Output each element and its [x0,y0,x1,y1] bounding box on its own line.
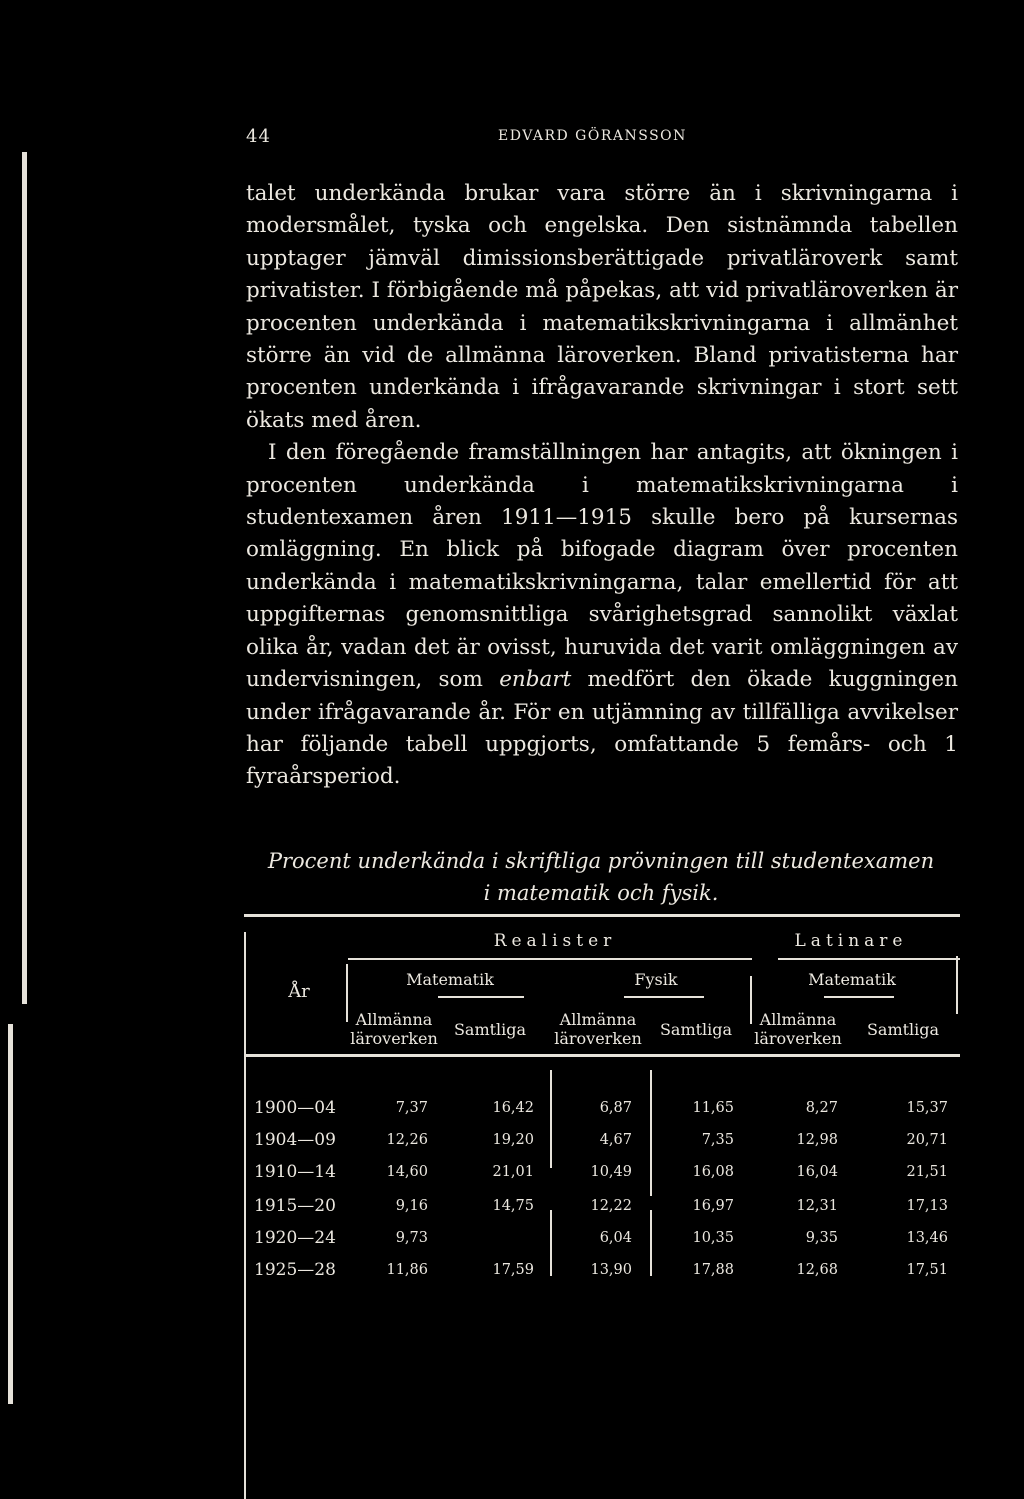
emphasis-enbart: enbart [499,667,572,693]
row-value: 20,71 [906,1132,948,1148]
table-left-border [244,932,246,1499]
row-value: 11,86 [386,1262,428,1278]
subheader-matematik: Matematik [406,970,494,989]
body-vsep-fysik-lower [550,1210,552,1276]
subheader-rule-2 [624,996,704,998]
col-header-samtliga-1: Samtliga [453,1020,527,1039]
row-value: 17,59 [492,1262,534,1278]
row-value: 14,75 [492,1198,534,1214]
row-year: 1915—20 [254,1196,336,1216]
row-value: 10,35 [692,1230,734,1246]
row-value: 9,73 [395,1230,428,1246]
paragraph-2-part-a: I den föregående framställningen har antagits, att ökningen i procenten underkända i matematikskrivningarna i studentexamen åren 1911—1915 skulle bero på kursernas omläggning. En blick på bifogade diagram över procenten underkända i matematikskrivningarna, talar emellertid för att uppgifternas genomsnittliga svårighetsgrad sannolikt växlat olika år, vadan det är ovisst, huruvida det varit omläggningen av undervisningen, som [246,440,958,693]
row-value: 17,13 [906,1198,948,1214]
row-value: 12,22 [590,1198,632,1214]
row-value: 16,08 [692,1164,734,1180]
col-header-allmanna-1-line1: Allmänna [355,1010,433,1029]
row-value: 13,90 [590,1262,632,1278]
body-vsep-latin-lower [650,1210,652,1276]
row-value: 6,04 [599,1230,632,1246]
subheader-matematik-latin: Matematik [808,970,896,989]
row-value: 10,49 [590,1164,632,1180]
row-value: 7,37 [395,1100,428,1116]
row-value: 17,88 [692,1262,734,1278]
row-value: 21,01 [492,1164,534,1180]
col-header-allmanna-3 [748,1010,848,1048]
row-value: 12,98 [796,1132,838,1148]
row-value: 13,46 [906,1230,948,1246]
row-value: 9,35 [805,1230,838,1246]
data-table [244,914,962,1499]
row-value: 12,68 [796,1262,838,1278]
group-header-realister: Realister [493,931,617,951]
row-value: 14,60 [386,1164,428,1180]
row-year: 1910—14 [254,1162,336,1182]
col-header-allmanna-1-line2: läroverken [350,1029,438,1048]
col-header-samtliga-2: Samtliga [659,1020,733,1039]
subheader-rule-1 [438,996,524,998]
col-header-samtliga-3: Samtliga [866,1020,940,1039]
realister-rule [348,958,752,960]
row-value: 4,67 [599,1132,632,1148]
row-value: 21,51 [906,1164,948,1180]
caption-line-1: Procent underkända i skriftliga prövningen till studentexamen [267,849,935,873]
year-header: År [288,981,310,1002]
row-value: 9,16 [395,1198,428,1214]
col-header-allmanna-2-line2: läroverken [554,1029,642,1048]
row-value: 11,65 [692,1100,734,1116]
latinare-rule [778,958,960,960]
subheader-rule-3 [824,996,894,998]
paragraph-2-part-b: medfört den ökade kuggningen under ifrågavarande år. För en utjämning av tillfälliga avvikelser har följande tabell uppgjorts, omfattande 5 femårs- och 1 fyraårsperiod. [246,667,958,790]
col-header-allmanna-3-line1: Allmänna [759,1010,837,1029]
header-vsep-3 [956,956,958,1014]
col-header-allmanna-1 [344,1010,444,1048]
left-margin-rule-lower [8,1024,13,1404]
row-year: 1925—28 [254,1260,336,1280]
header-bottom-rule [244,1054,960,1057]
row-value: 16,04 [796,1164,838,1180]
row-year: 1920—24 [254,1228,336,1248]
row-value: 16,97 [692,1198,734,1214]
body-vsep-fysik [550,1070,552,1168]
page-header [246,126,706,152]
row-value: 12,26 [386,1132,428,1148]
running-head: EDVARD GÖRANSSON [498,128,687,144]
row-year: 1904—09 [254,1130,336,1150]
group-header-latinare: Latinare [794,931,908,951]
col-header-allmanna-2-line1: Allmänna [559,1010,637,1029]
paragraph-2 [246,437,958,793]
row-value: 16,42 [492,1100,534,1116]
table-caption [236,845,966,909]
row-value: 8,27 [805,1100,838,1116]
page-number: 44 [246,126,271,147]
left-margin-rule-upper [22,152,27,1004]
row-value: 17,51 [906,1262,948,1278]
caption-line-2: i matematik och fysik. [483,881,719,905]
row-value: 15,37 [906,1100,948,1116]
row-value: 7,35 [701,1132,734,1148]
row-year: 1900—04 [254,1098,336,1118]
col-header-allmanna-2 [548,1010,648,1048]
row-value: 6,87 [599,1100,632,1116]
row-value: 19,20 [492,1132,534,1148]
body-vsep-latin [650,1070,652,1196]
col-header-allmanna-3-line2: läroverken [754,1029,842,1048]
paragraph-1: talet underkända brukar vara större än i skrivningarna i modersmålet, tyska och engelska. Den sistnämnda tabellen upptager jämväl dimissionsberättigade privatläroverk samt privatister. I förbigående må påpekas, att vid privatläroverken är procenten underkända i matematikskrivningarna i allmänhet större än vid de allmänna läroverken. Bland privatisterna har procenten underkända i ifrågavarande skrivningar i stort sett ökats med åren. [246,181,958,433]
table-top-rule [244,914,960,917]
row-value: 12,31 [796,1198,838,1214]
subheader-fysik: Fysik [634,970,678,989]
body-text [246,178,958,794]
